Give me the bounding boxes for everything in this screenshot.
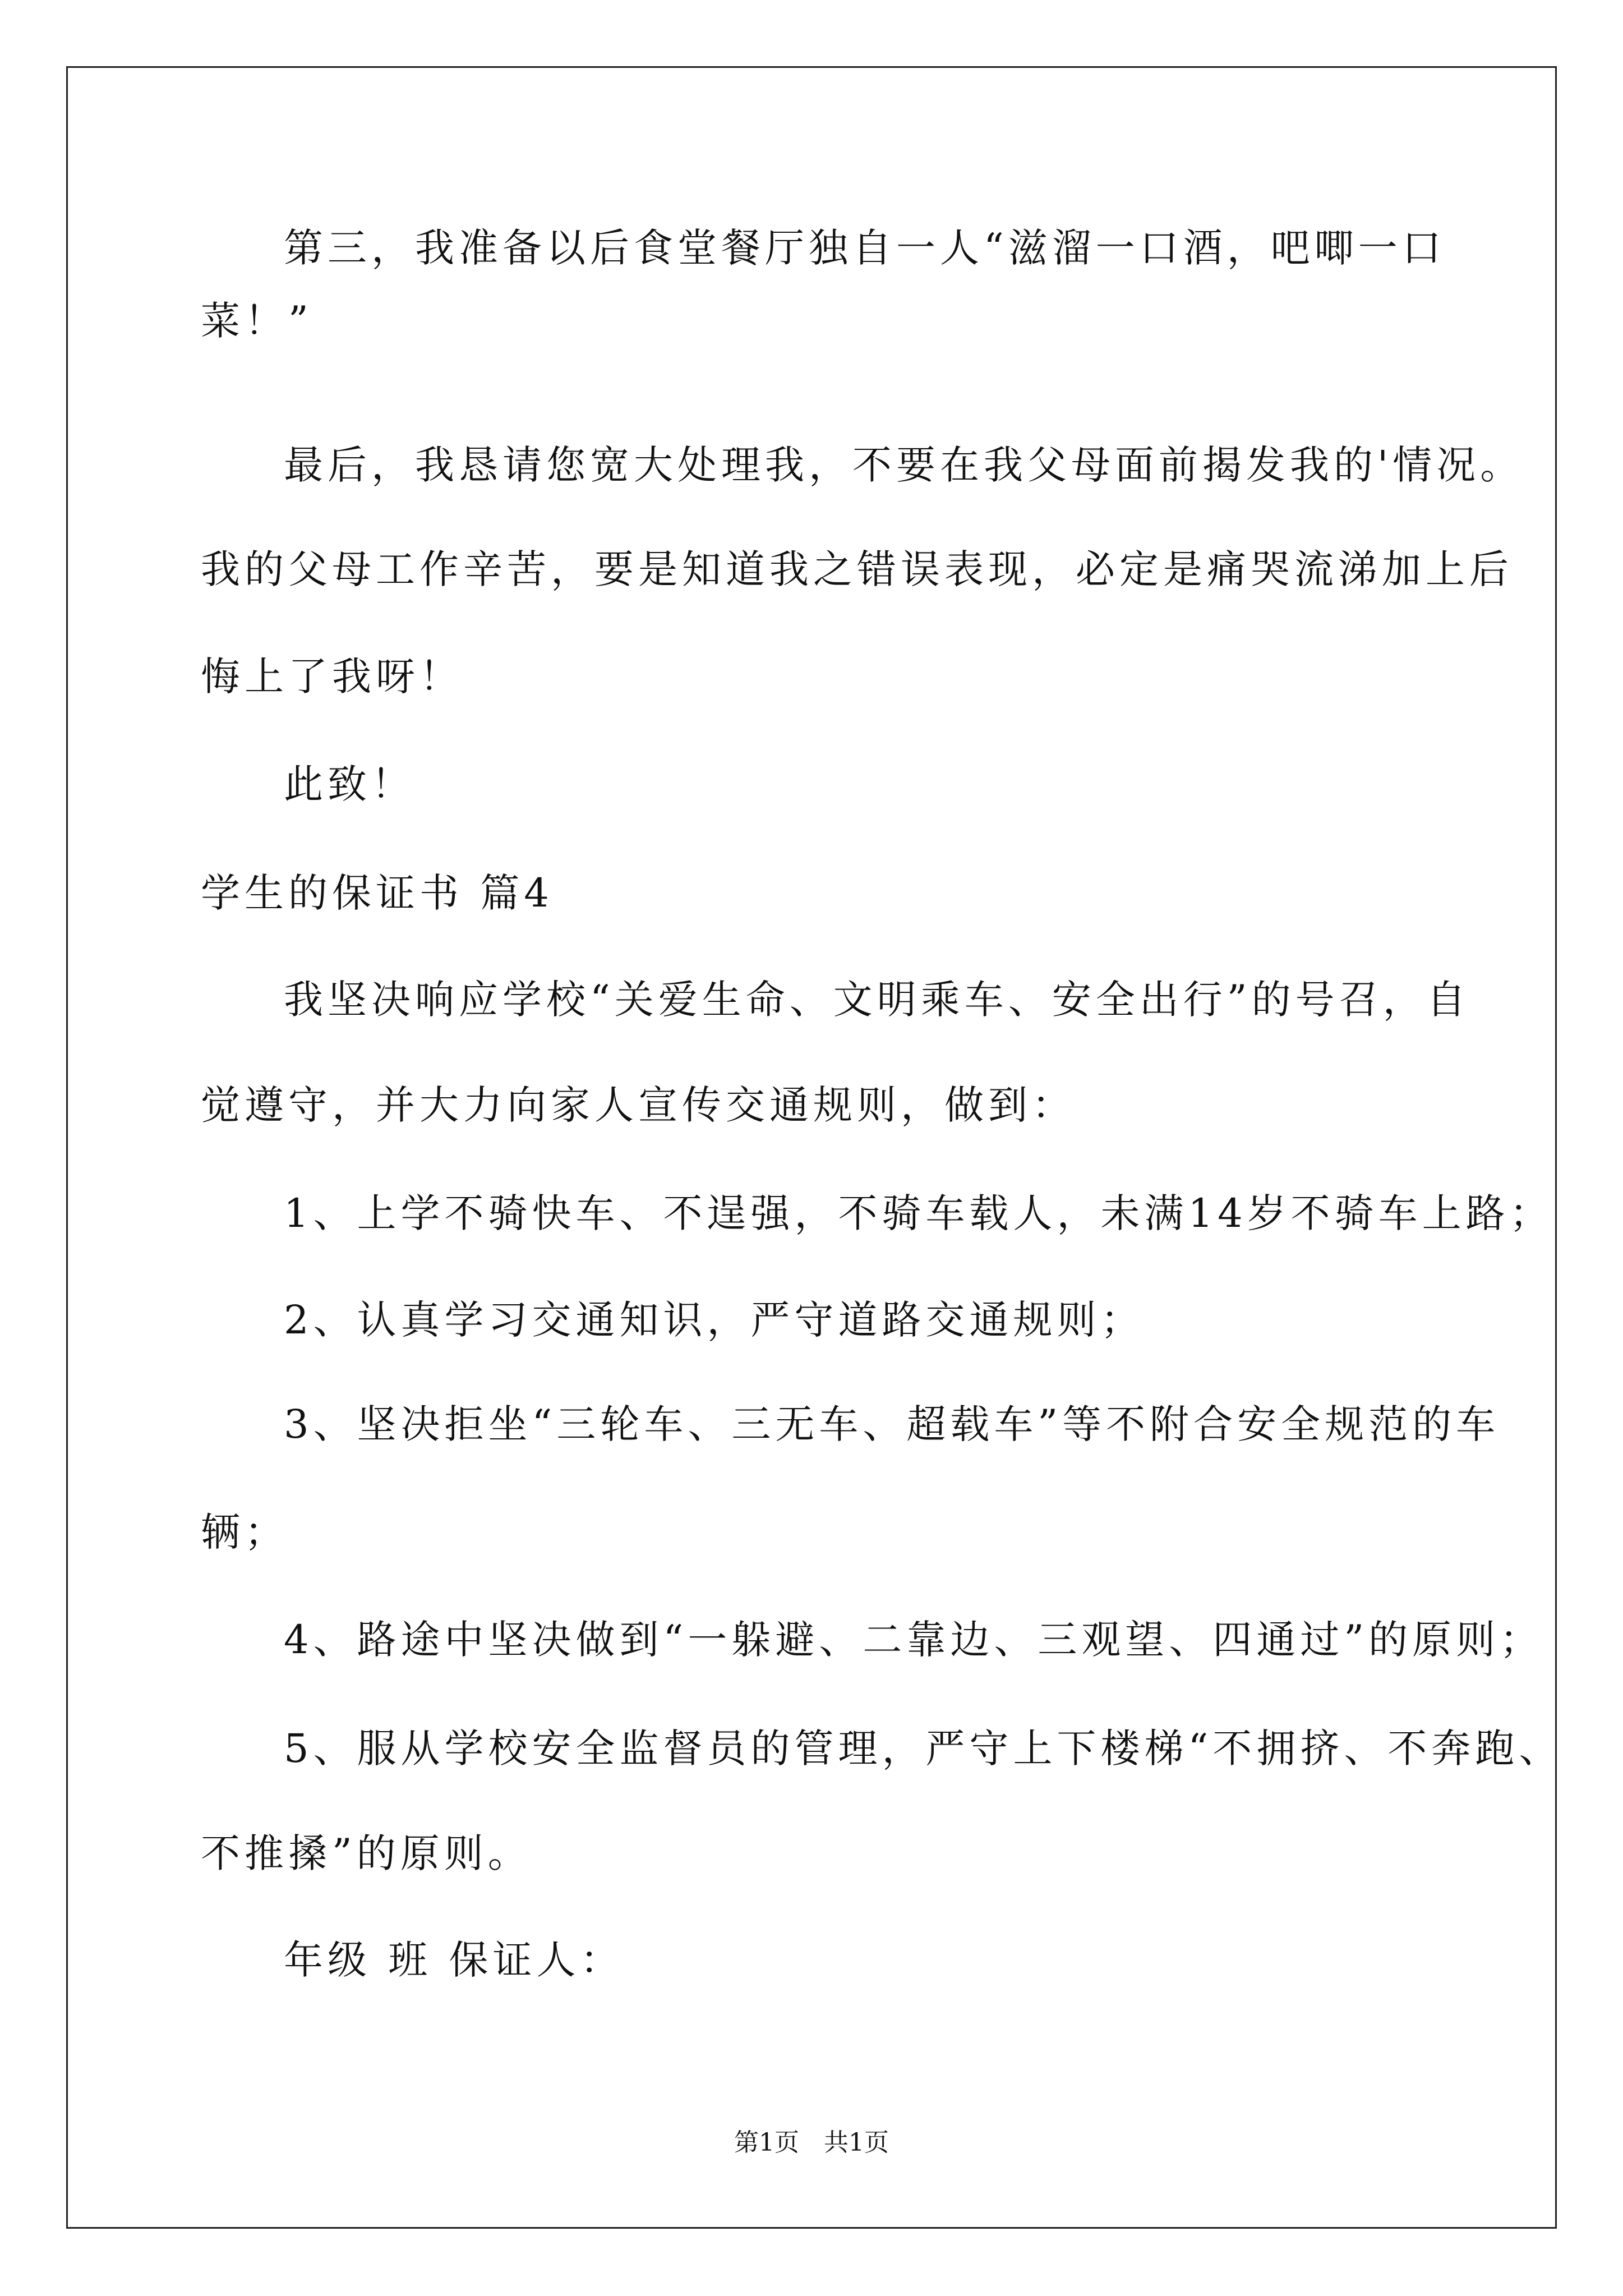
paragraph-line: 觉遵守，并大力向家人宣传交通规则，做到： [201, 1082, 1076, 1128]
list-item: 2、认真学习交通知识，严守道路交通规则； [284, 1297, 1145, 1343]
paragraph-line: 不推搡”的原则。 [201, 1830, 532, 1876]
paragraph-line: 悔上了我呀！ [201, 654, 463, 700]
paragraph-line: 辆； [201, 1509, 288, 1555]
paragraph-line: 此致！ [284, 761, 415, 807]
list-item: 4、路途中坚决做到“一躲避、二靠边、三观望、四通过”的原则； [284, 1617, 1544, 1663]
paragraph-line: 第三，我准备以后食堂餐厅独自一人“滋溜一口酒，吧唧一口 [284, 225, 1446, 271]
section-heading: 学生的保证书 篇4 [201, 870, 554, 916]
paragraph-line: 我的父母工作辛苦，要是知道我之错误表现，必定是痛哭流涕加上后 [201, 546, 1513, 592]
list-item: 1、上学不骑快车、不逞强，不骑车载人，未满14岁不骑车上路； [284, 1190, 1553, 1236]
paragraph-line: 菜！” [201, 298, 313, 344]
page-footer: 第1页 共1页 [734, 2128, 889, 2157]
list-item: 3、坚决拒坐“三轮车、三无车、超载车”等不附合安全规范的车 [284, 1401, 1500, 1447]
paragraph-line: 最后，我恳请您宽大处理我，不要在我父母面前揭发我的'情况。 [284, 442, 1524, 488]
list-item: 5、服从学校安全监督员的管理，严守上下楼梯“不拥挤、不奔跑、 [284, 1726, 1563, 1772]
paragraph-line: 我坚决响应学校“关爱生命、文明乘车、安全出行”的号召，自 [284, 977, 1470, 1023]
page-border [66, 66, 1557, 2229]
signature-line: 年级 班 保证人： [284, 1937, 624, 1983]
